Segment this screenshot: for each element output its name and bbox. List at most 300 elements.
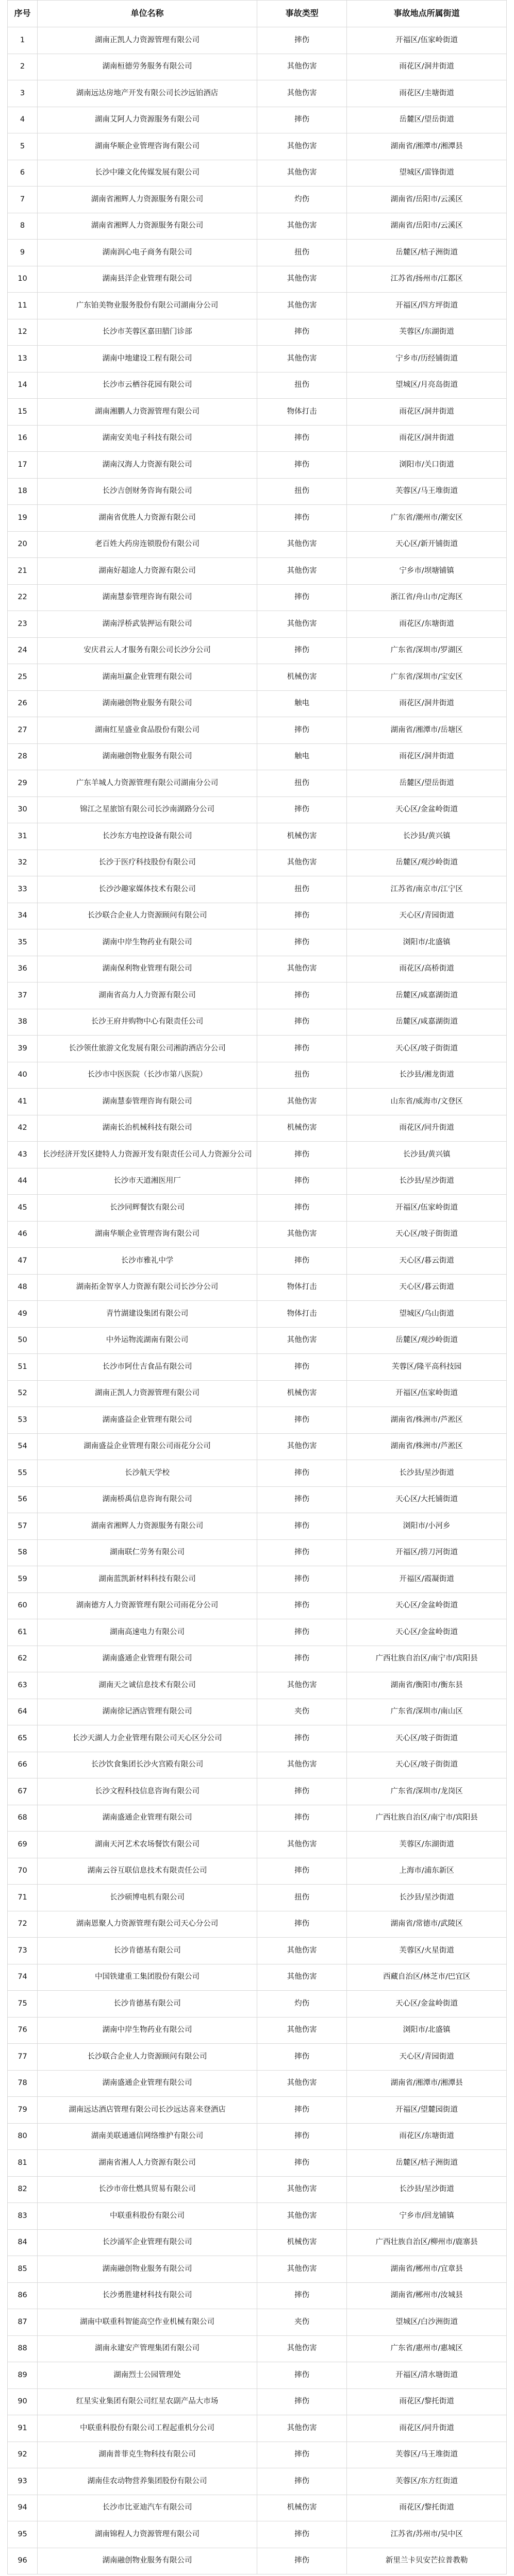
- accident-street: 雨花区/圭塘街道: [347, 80, 507, 107]
- row-index: 46: [8, 1221, 38, 1248]
- table-row: [8, 2229, 507, 2256]
- row-index: 78: [8, 2070, 38, 2097]
- accident-type: 夹伤: [257, 1699, 346, 1725]
- unit-name: 湖南省湘辉人力资源服务有限公司: [38, 213, 257, 240]
- unit-name: 湖南正凯人力资源管理有限公司: [38, 1380, 257, 1407]
- row-index: 7: [8, 187, 38, 213]
- accident-street: 芙蓉区/马王堆街道: [347, 478, 507, 505]
- table-row: [8, 2150, 507, 2177]
- table-row: [8, 478, 507, 505]
- accident-street: 开福区/霞凝街道: [347, 1566, 507, 1593]
- row-index: 80: [8, 2123, 38, 2150]
- accident-street: 芙蓉区/隆平高科技园: [347, 1354, 507, 1381]
- table-row: [8, 1407, 507, 1434]
- accident-street: 天心区/坡子街街道: [347, 1036, 507, 1062]
- accident-street: 开福区/伍家岭街道: [347, 27, 507, 54]
- row-index: 16: [8, 425, 38, 452]
- unit-name: 长沙于医疗科技股份有限公司: [38, 850, 257, 876]
- accident-type: 其他伤害: [257, 611, 346, 638]
- row-index: 95: [8, 2521, 38, 2548]
- accident-type: 其他伤害: [257, 531, 346, 558]
- table-row: [8, 1938, 507, 1964]
- unit-name: 湖南天之诚信息技术有限公司: [38, 1672, 257, 1699]
- row-index: 47: [8, 1248, 38, 1275]
- table-row: [8, 2468, 507, 2495]
- unit-name: 湖南正凯人力资源管理有限公司: [38, 27, 257, 54]
- unit-name: 湖南中岸生物药业有限公司: [38, 2017, 257, 2044]
- row-index: 70: [8, 1858, 38, 1885]
- row-index: 27: [8, 717, 38, 744]
- row-index: 33: [8, 876, 38, 903]
- accident-type: 扭伤: [257, 876, 346, 903]
- row-index: 77: [8, 2044, 38, 2071]
- row-index: 1: [8, 27, 38, 54]
- table-row: [8, 2070, 507, 2097]
- accident-street: 宁乡市/历经铺街道: [347, 346, 507, 372]
- accident-street: 浏阳市/北盛镇: [347, 929, 507, 956]
- accident-type: 摔伤: [257, 1778, 346, 1805]
- row-index: 5: [8, 133, 38, 160]
- accident-type: 摔伤: [257, 1248, 346, 1275]
- accident-street: 山东省/威海市/文登区: [347, 1089, 507, 1115]
- row-index: 42: [8, 1115, 38, 1142]
- table-body: [8, 27, 507, 2574]
- accident-street: 雨花区/黎托街道: [347, 2388, 507, 2415]
- accident-street: 广东省/深圳市/龙岗区: [347, 1778, 507, 1805]
- table-row: [8, 929, 507, 956]
- table-row: [8, 1513, 507, 1540]
- row-index: 74: [8, 1964, 38, 1991]
- unit-name: 湖南省湘人人力资源有限公司: [38, 2150, 257, 2177]
- accident-street: 望城区/雷锋街道: [347, 160, 507, 187]
- accident-type: 其他伤害: [257, 2017, 346, 2044]
- row-index: 30: [8, 796, 38, 823]
- accident-type: 摔伤: [257, 1460, 346, 1487]
- header-accident-street: 事故地点所属街道: [347, 1, 507, 27]
- row-index: 48: [8, 1274, 38, 1301]
- unit-name: 湖南盛通企业管理有限公司: [38, 1646, 257, 1672]
- table-row: [8, 1778, 507, 1805]
- accident-street: 岳麓区/咸嘉湖街道: [347, 1009, 507, 1036]
- table-row: [8, 2521, 507, 2548]
- table-row: [8, 1327, 507, 1354]
- accident-type: 其他伤害: [257, 160, 346, 187]
- table-row: [8, 1301, 507, 1328]
- accident-type: 摔伤: [257, 2362, 346, 2389]
- accident-street: 浙江省/舟山市/定海区: [347, 584, 507, 611]
- accident-type: 摔伤: [257, 1725, 346, 1752]
- table-row: [8, 1725, 507, 1752]
- table-row: [8, 2176, 507, 2203]
- unit-name: 中联重科股份有限公司工程起重机分公司: [38, 2415, 257, 2442]
- row-index: 90: [8, 2388, 38, 2415]
- accident-type: 摔伤: [257, 1911, 346, 1938]
- table-row: [8, 1672, 507, 1699]
- accident-street: 宁乡市/坝塘铺镇: [347, 558, 507, 585]
- table-row: [8, 1699, 507, 1725]
- unit-name: 湖南蓝凯新材料科技有限公司: [38, 1566, 257, 1593]
- unit-name: 湖南拓金智享人力资源有限公司长沙分公司: [38, 1274, 257, 1301]
- accident-type: 触电: [257, 743, 346, 770]
- accident-street: 湖南省/岳阳市/云溪区: [347, 213, 507, 240]
- accident-street: 雨花区/洞井街道: [347, 743, 507, 770]
- accident-street: 雨花区/东塘街道: [347, 611, 507, 638]
- accident-table: [7, 0, 507, 2574]
- accident-type: 摔伤: [257, 717, 346, 744]
- accident-street: 雨花区/同升街道: [347, 1115, 507, 1142]
- row-index: 20: [8, 531, 38, 558]
- table-row: [8, 2044, 507, 2071]
- row-index: 9: [8, 240, 38, 266]
- accident-street: 雨花区/洞井街道: [347, 54, 507, 80]
- table-row: [8, 133, 507, 160]
- row-index: 89: [8, 2362, 38, 2389]
- accident-type: 其他伤害: [257, 1089, 346, 1115]
- row-index: 66: [8, 1752, 38, 1778]
- unit-name: 湖南融创物业服务有限公司: [38, 2256, 257, 2283]
- accident-type: 摔伤: [257, 107, 346, 133]
- unit-name: 湖南慧泰管理咨询有限公司: [38, 1089, 257, 1115]
- unit-name: 长沙市芙蓉区嘉田腊门诊部: [38, 319, 257, 346]
- unit-name: 湖南省湘辉人力资源服务有限公司: [38, 1513, 257, 1540]
- table-row: [8, 770, 507, 797]
- accident-street: 望城区/白沙洲街道: [347, 2309, 507, 2336]
- accident-type: 摔伤: [257, 1486, 346, 1513]
- unit-name: 长沙勇胜建材科技有限公司: [38, 2282, 257, 2309]
- unit-name: 湖南盛通企业管理有限公司: [38, 1805, 257, 1832]
- accident-street: 岳麓区/望岳街道: [347, 770, 507, 797]
- row-index: 81: [8, 2150, 38, 2177]
- unit-name: 长沙市天道湘医用厂: [38, 1168, 257, 1195]
- accident-type: 摔伤: [257, 2282, 346, 2309]
- accident-street: 雨花区/洞井街道: [347, 399, 507, 426]
- table-row: [8, 505, 507, 532]
- table-row: [8, 743, 507, 770]
- table-row: [8, 1646, 507, 1672]
- unit-name: 湖南浮桥武装押运有限公司: [38, 611, 257, 638]
- row-index: 49: [8, 1301, 38, 1328]
- accident-type: 摔伤: [257, 2468, 346, 2495]
- accident-street: 湖南省/衡阳市/衡东县: [347, 1672, 507, 1699]
- accident-type: 摔伤: [257, 1195, 346, 1222]
- unit-name: 长沙肯德基有限公司: [38, 1991, 257, 2018]
- row-index: 45: [8, 1195, 38, 1222]
- row-index: 91: [8, 2415, 38, 2442]
- row-index: 93: [8, 2468, 38, 2495]
- unit-name: 长沙中臻文化传媒发展有限公司: [38, 160, 257, 187]
- table-row: [8, 2548, 507, 2574]
- accident-type: 物体打击: [257, 1274, 346, 1301]
- accident-type: 摔伤: [257, 1009, 346, 1036]
- table-row: [8, 1832, 507, 1858]
- table-row: [8, 2442, 507, 2468]
- table-row: [8, 2123, 507, 2150]
- unit-name: 湖南长治机械科技有限公司: [38, 1115, 257, 1142]
- unit-name: 中外运物流湖南有限公司: [38, 1327, 257, 1354]
- unit-name: 长沙市云栖谷花园有限公司: [38, 372, 257, 399]
- accident-type: 扭伤: [257, 1062, 346, 1089]
- table-row: [8, 611, 507, 638]
- accident-type: 其他伤害: [257, 1433, 346, 1460]
- row-index: 57: [8, 1513, 38, 1540]
- unit-name: 长沙东方电控设备有限公司: [38, 823, 257, 850]
- unit-name: 湖南安美电子科技有限公司: [38, 425, 257, 452]
- table-row: [8, 1062, 507, 1089]
- accident-type: 摔伤: [257, 584, 346, 611]
- unit-name: 长沙王府井购物中心有限责任公司: [38, 1009, 257, 1036]
- accident-street: 广西壮族自治区/南宁市/宾阳县: [347, 1805, 507, 1832]
- accident-type: 摔伤: [257, 1354, 346, 1381]
- row-index: 92: [8, 2442, 38, 2468]
- accident-type: 摔伤: [257, 2548, 346, 2574]
- accident-type: 摔伤: [257, 1036, 346, 1062]
- accident-street: 湖南省/郴州市/宜章县: [347, 2256, 507, 2283]
- unit-name: 长沙肯德基有限公司: [38, 1938, 257, 1964]
- accident-street: 岳麓区/咸嘉湖街道: [347, 982, 507, 1009]
- accident-street: 天心区/金盆岭街道: [347, 1592, 507, 1619]
- unit-name: 中国铁建重工集团股份有限公司: [38, 1964, 257, 1991]
- unit-name: 湖南恩聚人力资源管理有限公司天心分公司: [38, 1911, 257, 1938]
- row-index: 17: [8, 452, 38, 479]
- table-row: [8, 293, 507, 319]
- accident-type: 其他伤害: [257, 1221, 346, 1248]
- accident-type: 其他伤害: [257, 80, 346, 107]
- unit-name: 湖南融创物业服务有限公司: [38, 690, 257, 717]
- accident-street: 上海市/浦东新区: [347, 1858, 507, 1885]
- table-row: [8, 2335, 507, 2362]
- table-row: [8, 1274, 507, 1301]
- unit-name: 湖南联仁劳务有限公司: [38, 1539, 257, 1566]
- table-row: [8, 1486, 507, 1513]
- row-index: 26: [8, 690, 38, 717]
- row-index: 21: [8, 558, 38, 585]
- table-row: [8, 213, 507, 240]
- accident-street: 湖南省/常德市/武陵区: [347, 1911, 507, 1938]
- row-index: 94: [8, 2495, 38, 2521]
- row-index: 62: [8, 1646, 38, 1672]
- accident-street: 岳麓区/观沙岭街道: [347, 850, 507, 876]
- row-index: 64: [8, 1699, 38, 1725]
- accident-type: 摔伤: [257, 1407, 346, 1434]
- accident-street: 雨花区/洞井街道: [347, 425, 507, 452]
- accident-street: 长沙县/星沙街道: [347, 2176, 507, 2203]
- accident-street: 天心区/大托铺街道: [347, 1486, 507, 1513]
- table-row: [8, 1089, 507, 1115]
- row-index: 29: [8, 770, 38, 797]
- row-index: 56: [8, 1486, 38, 1513]
- table-row: [8, 1885, 507, 1911]
- accident-street: 江苏省/扬州市/江都区: [347, 266, 507, 293]
- accident-type: 摔伤: [257, 903, 346, 929]
- row-index: 23: [8, 611, 38, 638]
- row-index: 40: [8, 1062, 38, 1089]
- table-row: [8, 584, 507, 611]
- table-row: [8, 823, 507, 850]
- table-row: [8, 2203, 507, 2230]
- unit-name: 湖南远达酒店管理有限公司长沙远达喜来登酒店: [38, 2097, 257, 2124]
- accident-street: 江苏省/苏州市/吴中区: [347, 2521, 507, 2548]
- table-row: [8, 1009, 507, 1036]
- accident-street: 雨花区/黎托街道: [347, 2495, 507, 2521]
- accident-street: 岳麓区/桔子洲街道: [347, 2150, 507, 2177]
- accident-street: 广东省/潮州市/潮安区: [347, 505, 507, 532]
- table-row: [8, 1539, 507, 1566]
- accident-street: 天心区/新开铺街道: [347, 531, 507, 558]
- row-index: 10: [8, 266, 38, 293]
- accident-street: 芙蓉区/火星街道: [347, 1938, 507, 1964]
- row-index: 19: [8, 505, 38, 532]
- accident-type: 摔伤: [257, 1592, 346, 1619]
- row-index: 51: [8, 1354, 38, 1381]
- row-index: 39: [8, 1036, 38, 1062]
- accident-type: 机械伤害: [257, 823, 346, 850]
- row-index: 69: [8, 1832, 38, 1858]
- unit-name: 青竹湖建设集团有限公司: [38, 1301, 257, 1328]
- row-index: 75: [8, 1991, 38, 2018]
- unit-name: 湖南盛通企业管理有限公司: [38, 2070, 257, 2097]
- accident-street: 湖南省/郴州市/汝城县: [347, 2282, 507, 2309]
- unit-name: 长沙市阿仕吉食品有限公司: [38, 1354, 257, 1381]
- accident-street: 宁乡市/回龙铺镇: [347, 2203, 507, 2230]
- table-row: [8, 796, 507, 823]
- table-row: [8, 399, 507, 426]
- row-index: 8: [8, 213, 38, 240]
- row-index: 60: [8, 1592, 38, 1619]
- unit-name: 湖南红星盛业食品股份有限公司: [38, 717, 257, 744]
- accident-street: 开福区/望麓园街道: [347, 2097, 507, 2124]
- table-row: [8, 1991, 507, 2018]
- unit-name: 广东铂美物业服务股份有限公司湖南分公司: [38, 293, 257, 319]
- unit-name: 湖南德方人力资源管理有限公司雨花分公司: [38, 1592, 257, 1619]
- accident-street: 天心区/青园街道: [347, 2044, 507, 2071]
- unit-name: 安庆君云人才服务有限公司长沙分公司: [38, 637, 257, 664]
- unit-name: 湖南垣赢企业管理有限公司: [38, 664, 257, 691]
- row-index: 50: [8, 1327, 38, 1354]
- table-row: [8, 717, 507, 744]
- unit-name: 长沙涌军企业管理有限公司: [38, 2229, 257, 2256]
- unit-name: 湖南融创物业服务有限公司: [38, 2548, 257, 2574]
- unit-name: 长沙市比亚迪汽车有限公司: [38, 2495, 257, 2521]
- accident-type: 摔伤: [257, 1513, 346, 1540]
- accident-street: 长沙县/黄兴镇: [347, 1142, 507, 1168]
- row-index: 82: [8, 2176, 38, 2203]
- row-index: 53: [8, 1407, 38, 1434]
- accident-street: 广西壮族自治区/南宁市/宾阳县: [347, 1646, 507, 1672]
- unit-name: 湖南艾阿人力资源服务有限公司: [38, 107, 257, 133]
- table-row: [8, 1911, 507, 1938]
- table-row: [8, 266, 507, 293]
- accident-street: 广东省/惠州市/惠城区: [347, 2335, 507, 2362]
- accident-type: 其他伤害: [257, 1832, 346, 1858]
- accident-street: 岳麓区/桔子洲街道: [347, 240, 507, 266]
- row-index: 79: [8, 2097, 38, 2124]
- accident-type: 扭伤: [257, 478, 346, 505]
- table-row: [8, 1115, 507, 1142]
- unit-name: 湖南中岸生物药业有限公司: [38, 929, 257, 956]
- accident-street: 湖南省/湘潭市/岳塘区: [347, 717, 507, 744]
- unit-name: 湖南汉海人力资源有限公司: [38, 452, 257, 479]
- accident-type: 摔伤: [257, 1566, 346, 1593]
- row-index: 76: [8, 2017, 38, 2044]
- table-row: [8, 1566, 507, 1593]
- table-row: [8, 80, 507, 107]
- row-index: 59: [8, 1566, 38, 1593]
- table-row: [8, 637, 507, 664]
- accident-street: 天心区/暮云街道: [347, 1274, 507, 1301]
- accident-type: 摔伤: [257, 929, 346, 956]
- accident-type: 机械伤害: [257, 2229, 346, 2256]
- accident-type: 其他伤害: [257, 2256, 346, 2283]
- accident-type: 摔伤: [257, 425, 346, 452]
- accident-street: 芙蓉区/马王堆街道: [347, 2442, 507, 2468]
- table-row: [8, 160, 507, 187]
- unit-name: 湖南融创物业服务有限公司: [38, 743, 257, 770]
- accident-street: 望城区/月亮岛街道: [347, 372, 507, 399]
- header-unit-name: 单位名称: [38, 1, 257, 27]
- accident-street: 天心区/坡子街街道: [347, 1221, 507, 1248]
- accident-type: 其他伤害: [257, 2203, 346, 2230]
- accident-type: 机械伤害: [257, 2495, 346, 2521]
- accident-street: 广西壮族自治区/柳州市/鹿寨县: [347, 2229, 507, 2256]
- unit-name: 湖南云谷互联信息技术有限责任公司: [38, 1858, 257, 1885]
- accident-type: 摔伤: [257, 637, 346, 664]
- accident-type: 扭伤: [257, 770, 346, 797]
- table-row: [8, 1964, 507, 1991]
- accident-type: 扭伤: [257, 240, 346, 266]
- table-row: [8, 107, 507, 133]
- accident-street: 新里兰卡贝安芒拉普教勒: [347, 2548, 507, 2574]
- row-index: 11: [8, 293, 38, 319]
- row-index: 15: [8, 399, 38, 426]
- row-index: 71: [8, 1885, 38, 1911]
- accident-type: 摔伤: [257, 1142, 346, 1168]
- accident-type: 夹伤: [257, 2309, 346, 2336]
- table-row: [8, 240, 507, 266]
- accident-type: 其他伤害: [257, 1672, 346, 1699]
- accident-type: 摔伤: [257, 796, 346, 823]
- accident-street: 天心区/青园街道: [347, 903, 507, 929]
- unit-name: 湖南盛益企业管理有限公司雨花分公司: [38, 1433, 257, 1460]
- unit-name: 湖南美联通通信网络维护有限公司: [38, 2123, 257, 2150]
- accident-type: 摔伤: [257, 2097, 346, 2124]
- header-index: 序号: [8, 1, 38, 27]
- unit-name: 湖南桥禹信息咨询有限公司: [38, 1486, 257, 1513]
- accident-type: 摔伤: [257, 2442, 346, 2468]
- accident-type: 其他伤害: [257, 2335, 346, 2362]
- table-row: [8, 372, 507, 399]
- accident-type: 摔伤: [257, 1646, 346, 1672]
- unit-name: 湖南湘鹏人力资源管理有限公司: [38, 399, 257, 426]
- table-row: [8, 54, 507, 80]
- table-row: [8, 1036, 507, 1062]
- row-index: 22: [8, 584, 38, 611]
- table-row: [8, 2256, 507, 2283]
- accident-street: 湖南省/湘潭市/湘潭县: [347, 2070, 507, 2097]
- accident-street: 天心区/坡子街街道: [347, 1725, 507, 1752]
- accident-type: 摔伤: [257, 982, 346, 1009]
- accident-type: 摔伤: [257, 1805, 346, 1832]
- accident-type: 其他伤害: [257, 346, 346, 372]
- unit-name: 长沙沙趣家媒体技术有限公司: [38, 876, 257, 903]
- unit-name: 湖南中联重科智能高空作业机械有限公司: [38, 2309, 257, 2336]
- row-index: 37: [8, 982, 38, 1009]
- accident-street: 浏阳市/北盛镇: [347, 2017, 507, 2044]
- accident-type: 其他伤害: [257, 956, 346, 982]
- table-row: [8, 425, 507, 452]
- accident-type: 其他伤害: [257, 2415, 346, 2442]
- unit-name: 湖南烈士公园管理处: [38, 2362, 257, 2389]
- row-index: 3: [8, 80, 38, 107]
